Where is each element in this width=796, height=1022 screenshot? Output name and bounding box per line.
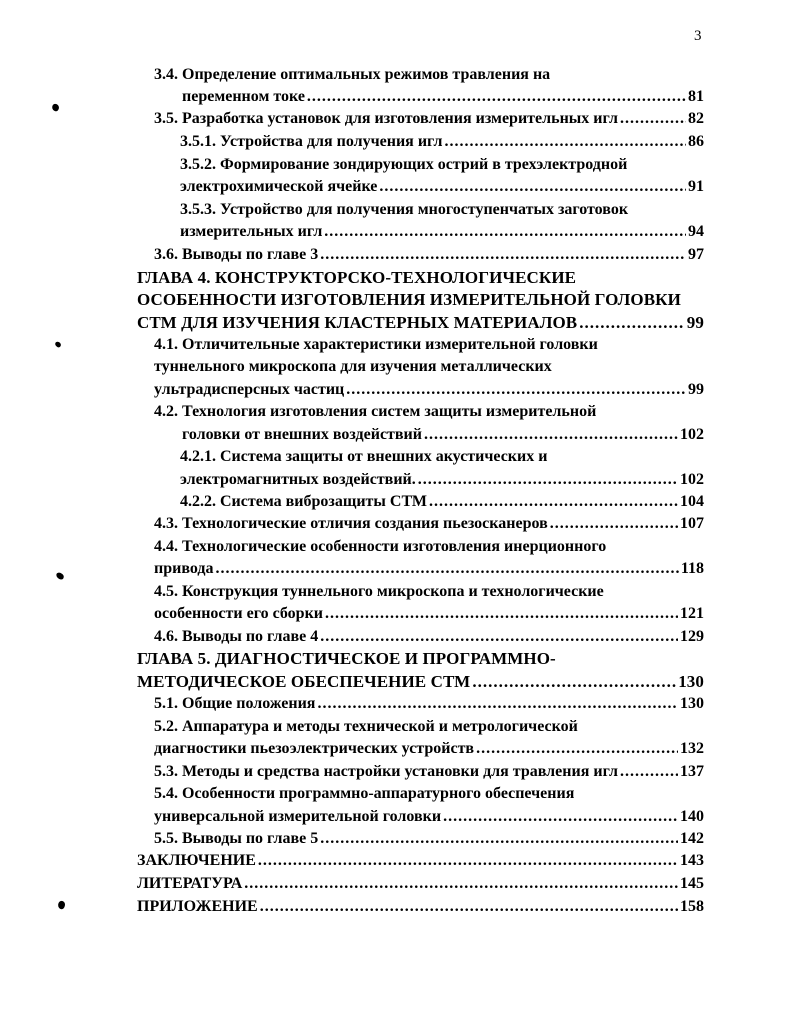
toc-line[interactable]: 4.2.1. Система защиты от внешних акустических и [180, 448, 548, 465]
toc-chapter-line[interactable]: ОСОБЕННОСТИ ИЗГОТОВЛЕНИЯ ИЗМЕРИТЕЛЬНОЙ ГОЛОВКИ [137, 290, 681, 309]
scan-speck [55, 572, 65, 581]
toc-chapter-line[interactable]: ГЛАВА 4. КОНСТРУКТОРСКО-ТЕХНОЛОГИЧЕСКИЕ [137, 268, 577, 287]
toc-line[interactable]: привода ..... 118 [154, 558, 704, 580]
toc-line[interactable]: 4.4. Технологические особенности изготовления инерционного [154, 538, 607, 555]
toc-line[interactable]: головки от внешних воздействий ..... 102 [182, 424, 704, 446]
toc-line[interactable]: 5.3. Методы и средства настройки установки для травления игл ..... 137 [154, 761, 704, 783]
toc-chapter-line[interactable]: МЕТОДИЧЕСКОЕ ОБЕСПЕЧЕНИЕ СТМ ..... 130 [137, 671, 704, 693]
toc-line[interactable]: 4.2.2. Система виброзащиты СТМ ..... 104 [180, 491, 704, 513]
toc-line[interactable]: 3.4. Определение оптимальных режимов травления на [154, 66, 551, 83]
scan-speck [51, 103, 60, 112]
toc-line[interactable]: 3.5.2. Формирование зондирующих острий в трехэлектродной [180, 156, 628, 173]
toc-line[interactable]: туннельного микроскопа для изучения металлических [154, 358, 552, 375]
toc-line[interactable]: 4.5. Конструкция туннельного микроскопа и технологические [154, 583, 604, 600]
toc-chapter-line[interactable]: ГЛАВА 5. ДИАГНОСТИЧЕСКОЕ И ПРОГРАММНО- [137, 649, 556, 668]
scan-speck [57, 900, 67, 910]
toc-line[interactable]: 5.4. Особенности программно-аппаратурного обеспечения [154, 785, 575, 802]
page-number: 3 [694, 28, 702, 44]
toc-line[interactable]: универсальной измерительной головки ..... 140 [154, 806, 704, 828]
toc-line[interactable]: электрохимической ячейке ..... 91 [180, 176, 704, 198]
toc-line[interactable]: 4.6. Выводы по главе 4 ..... 129 [154, 626, 704, 648]
toc-line[interactable]: 4.3. Технологические отличия создания пьезосканеров ..... 107 [154, 513, 704, 535]
toc-line[interactable]: ЗАКЛЮЧЕНИЕ ..... 143 [137, 850, 704, 872]
toc-line[interactable]: 3.5.3. Устройство для получения многоступенчатых заготовок [180, 201, 629, 218]
toc-line[interactable]: 4.1. Отличительные характеристики измерительной головки [154, 336, 598, 353]
scan-speck [54, 341, 62, 348]
toc-line[interactable]: особенности его сборки ..... 121 [154, 603, 704, 625]
toc-line[interactable]: диагностики пьезоэлектрических устройств ..... 132 [154, 738, 704, 760]
toc-chapter-line[interactable]: СТМ ДЛЯ ИЗУЧЕНИЯ КЛАСТЕРНЫХ МАТЕРИАЛОВ ..... 99 [137, 312, 704, 334]
toc-line[interactable]: 5.2. Аппаратура и методы технической и метрологической [154, 718, 578, 735]
toc-line[interactable]: 4.2. Технология изготовления систем защиты измерительной [154, 403, 597, 420]
toc-line[interactable]: 3.5. Разработка установок для изготовления измерительных игл ..... 82 [154, 108, 704, 130]
toc-line[interactable]: переменном токе ..... 81 [182, 86, 704, 108]
toc-line[interactable]: измерительных игл ..... 94 [180, 221, 704, 243]
toc-line[interactable]: электромагнитных воздействий. ..... 102 [180, 469, 704, 491]
toc-line[interactable]: ультрадисперсных частиц ..... 99 [154, 379, 704, 401]
toc-line[interactable]: ЛИТЕРАТУРА ..... 145 [137, 873, 704, 895]
toc-line[interactable]: 5.5. Выводы по главе 5 ..... 142 [154, 828, 704, 850]
toc-line[interactable]: 3.6. Выводы по главе 3 ..... 97 [154, 244, 704, 266]
toc-line[interactable]: ПРИЛОЖЕНИЕ ..... 158 [137, 896, 704, 918]
toc-line[interactable]: 5.1. Общие положения ..... 130 [154, 693, 704, 715]
toc-line[interactable]: 3.5.1. Устройства для получения игл ..... 86 [180, 131, 704, 153]
